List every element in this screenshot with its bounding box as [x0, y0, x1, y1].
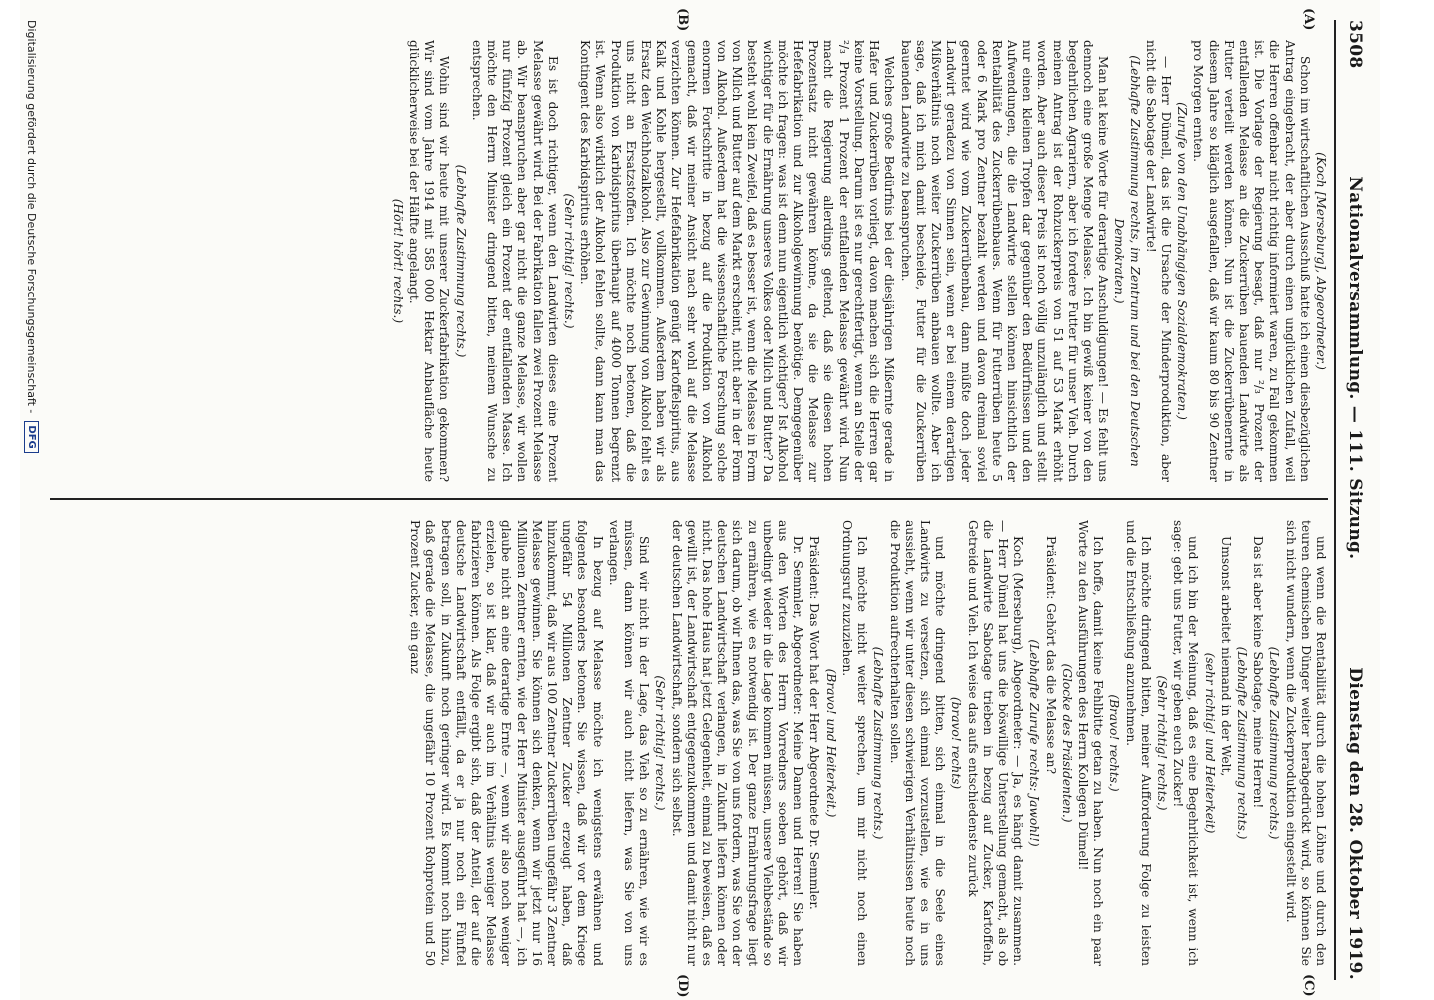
paragraph: In bezug auf Melasse möchte ich wenigstens erwähnen und folgendes besonders betonen. Sie wissen, daß wir vor dem Kriege ungefähr 54 Millionen Zentner Zucker erzeugt haben, daß hinzukommt, daß wir aus 100 Zentner Zuckerrüben ungefähr 3 Zentner Melasse gewinnen. Sie können sich denken, wenn wir jetzt nur 16 Millionen Zentner ernten, wie der Herr Minister ausgeführt hat —, ich glaube nicht an eine derartige Ernte —, wenn wir also noch weniger erzielen, so ist klar, daß wir auch im Verhältnis weniger Melasse fabrizieren können. Als Folge ergibt sich, daß der Anteil, der auf die deutsche Landwirtschaft entfällt, da er ja nur noch ein Fünftel betragen soll, in Zukunft noch geringer wird. Es kommt noch hinzu, daß gerade die Melasse, die ungefähr 10 Prozent Rohprotein und 50 Prozent Zucker, ein ganz	[408, 520, 605, 966]
margin-letter-a: (A)	[1301, 8, 1316, 31]
newspaper-page	[20, 0, 1380, 1000]
paragraph: Dr. Semmler, Abgeordneter: Meine Damen und Herren! Sie haben aus den Worten des Herrn Vorredners soeben gehört, daß wir unbedingt wieder in die Lage kommen müssen, unsere Viehbestände so zu ernähren, wie es notwendig ist. Der ganze Ernährungsfrage liegt sich darum, ob wir Ihnen das, was Sie von uns fordern, was Sie von der deutschen Landwirtschaft verlangen, in Zukunft liefern können oder nicht. Das hohe Haus hat jetzt Gelegenheit, einmal zu beweisen, daß es gewillt ist, der Landwirtschaft entgegenzukommen und damit nicht nur der deutschen Landwirtschaft, sondern sich selbst.	[669, 520, 806, 966]
header-rule	[1334, 20, 1336, 980]
interjection: (bravo! rechts)	[949, 696, 964, 790]
interjection: (Bravo! und Heiterkeit.)	[823, 668, 838, 818]
paragraph: und ich bin der Meinung, daß es eine Begehrlichkeit ist, wenn ich sage: gebt uns Futter, wir geben euch Zucker!	[1171, 520, 1201, 966]
paragraph: Präsident: Gehört das die Melasse an?	[1043, 536, 1058, 775]
paragraph: — Herr Dümell, das ist die Ursache der Minderproduktion, aber nicht die Sabotage der Landwirte!	[1143, 40, 1173, 482]
paragraph: Es ist doch richtiger, wenn den Landwirten dieses eine Prozent Melasse gewährt wird. Bei der Fabrikation fallen zwei Prozent Melasse ab. Wir beanspruchen aber gar nicht die ganze Melasse, wir wollen nur fünfzig Prozent gleich ein Prozent der entfallenden Masse. Ich möchte den Herrn Minister dringend bitten, meinem Wunsche zu entsprechen.	[469, 40, 560, 482]
interjection: (Sehr richtig! rechts.)	[562, 193, 577, 329]
column-divider	[50, 498, 1328, 500]
paragraph: Welches große Bedürfnis bei der diesjährigen Mißernte gerade in Hafer und Zuckerrüben vorliegt, davon machen sich die Herren gar keine Vorstellung. Darum ist es nur gerechtfertigt, wenn an Stelle der ²/₃ Prozent 1 Prozent der entfallenden Melasse gewährt wird. Nun macht die Regierung allerdings geltend, daß sie diesen hohen Prozentsatz nicht gewähren könne, da sie die Melasse zur Hefefabrikation und zur Alkoholgewinnung benötige. Demgegenüber möchte ich fragen: was ist denn nun eigentlich wichtiger? Ist Alkohol wichtiger für die Ernährung unseres Volkes oder Milch und Butter? Da besteht wohl kein Zweifel, daß es besser ist, wenn die Melasse in Form von Milch und Butter auf dem Markt erscheint, nicht aber in der Form von Alkohol. Außerdem hat die wissenschaftliche Forschung solche enormen Fortschritte in bezug auf die Produktion von Alkohol gemacht, daß wir meiner Ansicht nach sehr wohl auf die Melasse verzichten können. Zur Hefefabrikation genügt Kartoffelspiritus, aus Kalk und Kohle hergestellt, vollkommen. Außerdem haben wir als Ersatz den Weichholzalkohol. Also zur Gewinnung von Alkohol fehlt es uns nicht an Ersatzstoffen. Ich möchte noch betonen, daß die Produktion von Karbidspiritus überhaupt auf 4000 Tonnen begrenzt ist. Wenn also wirklich der Alkohol fehlen sollte, dann kann man das Kontingent des Karbidspiritus erhöhen.	[578, 40, 897, 482]
page-number: 3508	[1345, 20, 1365, 69]
interjection: (Lebhafte Zustimmung rechts.)	[1267, 646, 1282, 840]
paragraph: Ich möchte nicht weiter sprechen, um mir nicht noch einen Ordnungsruf zuzuziehen.	[839, 520, 870, 966]
footer-text: Digitalisierung gefördert durch die Deutsche Forschungsgemeinschaft -	[25, 20, 39, 414]
page-footer	[20, 0, 44, 1000]
paragraph: Umsonst arbeitet niemand in der Welt,	[1218, 536, 1233, 777]
paragraph: Man hat keine Worte für derartige Anschuldigungen! — Es fehlt uns dennoch eine große Menge Melasse. Ich bin gewiß keiner von den begehrlichen Agrariern, aber ich fordere Futter für unser Vieh. Durch meinen Antrag ist der Rohzuckerpreis von 51 auf 53 Mark erhöht worden. Aber auch dieser Preis ist noch völlig unzulänglich und stellt nur einen kleinen Tropfen dar gegenüber den Bedürfnissen und den Aufwendungen, die die Landwirte stellen können hinsichtlich der Rentabilität des Zuckerrübenbaues. Wenn für Futterrüben heute 5 oder 6 Mark pro Zentner bezahlt werden und davon dreimal soviel geerntet wird wie vom Zuckerrübenbau, dann müßte doch jeder Landwirt geradezu von Sinnen sein, wenn er bei einem derartigen Mißverhältnis noch weiter Zuckerrüben anbauen wollte. Aber ich sage, daß ich mich damit bescheide, Futter für die Zuckerrüben bauenden Landwirte zu beanspruchen.	[898, 40, 1111, 482]
interjection: (Sehr richtig! rechts.)	[1154, 675, 1169, 811]
interjection: (Lebhafte Zurufe rechts: Jawohl!)	[1027, 639, 1042, 847]
paragraph: und möchte dringend bitten, sich einmal in die Seele eines Landwirts zu versetzen, sich einmal vorzustellen, wie es in uns aussieht, wenn wir unter diesen schwierigen Verhältnissen heute noch die Produktion aufrechterhalten sollen.	[887, 520, 948, 966]
page-header	[1338, 20, 1372, 980]
dfg-logo: DFG	[25, 421, 40, 452]
left-column	[50, 40, 1328, 482]
paragraph: Sind wir nicht in der Lage, das Vieh so zu ernähren, wie wir es müssen, dann können wir auch nicht liefern, was Sie von uns verlangen.	[606, 520, 652, 966]
interjection: (Bravo! rechts.)	[1107, 694, 1122, 792]
paragraph: Präsident: Das Wort hat der Herr Abgeordnete Dr. Semmler.	[807, 536, 822, 910]
interjection: (Zurufe von den Unabhängigen Sozialdemokraten.)	[1175, 102, 1190, 420]
paragraph: und wenn die Rentabilität durch die hohen Löhne und durch den teuren chemischen Dünger weiter herabgedrückt wird, so können Sie sich nicht wundern, wenn die Zuckerproduktion eingestellt wird.	[1283, 520, 1328, 966]
margin-letter-c: (C)	[1301, 974, 1316, 997]
page-title: Nationalversammlung. — 111. Sitzung.	[1345, 176, 1365, 560]
interjection: (Glocke des Präsidenten.)	[1059, 663, 1074, 823]
interjection: (sehr richtig! und Heiterkeit)	[1202, 652, 1217, 834]
paragraph: Schon im wirtschaftlichen Ausschuß hatte ich einen diesbezüglichen Antrag eingebracht, der aber durch einen unglücklichen Zufall, weil die Herren offenbar nicht richtig informiert waren, zu Fall gekommen ist. Die Vorlage der Regierung besagt, daß nur ²/₃ Prozent der entfallenden Melasse an die Zuckerrüben bauenden Landwirte als Futter verteilt werden können. Nun ist die Zuckerrübenernte in diesem Jahre so kläglich ausgefallen, daß wir kaum 80 bis 90 Zentner pro Morgen ernten.	[1191, 40, 1312, 482]
interjection: (Lebhafte Zustimmung rechts.)	[453, 164, 468, 358]
interjection: (Lebhafte Zustimmung rechts, im Zentrum und bei den Deutschen Demokraten.)	[1112, 55, 1142, 467]
interjection: (Sehr richtig! rechts.)	[653, 675, 668, 811]
page-date: Dienstag den 28. Oktober 1919.	[1345, 667, 1365, 980]
paragraph: Ich hoffe, damit keine Fehlbitte getan zu haben. Nun noch ein paar Worte zu den Ausführungen des Herrn Kollegen Dümell!	[1075, 520, 1106, 966]
interjection: (Lebhafte Zustimmung rechts.)	[871, 646, 886, 840]
paragraph: Ich möchte dringend bitten, meiner Aufforderung Folge zu leisten und die Entschließung anzunehmen.	[1123, 520, 1153, 966]
interjection: (Lebhafte Zustimmung rechts.)	[1234, 646, 1249, 840]
margin-letter-d: (D)	[675, 974, 690, 998]
paragraph: Wohin sind wir heute mit unserer Zuckerfabrikation gekommen? Wir sind vom Jahre 1914 mit 585 000 Hektar Anbaufläche heute glücklicherweise bei der Hälfte angelangt.	[407, 40, 452, 482]
paragraph: Koch (Merseburg), Abgeordneter: — Ja, es hängt damit zusammen. — Herr Dümell hat uns die böswillige Unterstellung gemacht, als ob die Landwirte Sabotage trieben in bezug auf Zucker, Kartoffeln, Getreide und Vieh. Ich weise das aufs entschiedenste zurück	[965, 520, 1026, 966]
interjection: (Koch [Merseburg], Abgeordneter.)	[1314, 152, 1328, 370]
paragraph: Das ist aber keine Sabotage, meine Herren!	[1251, 536, 1266, 809]
interjection: (Hört! hört! rechts.)	[390, 198, 405, 324]
right-column	[50, 520, 1328, 966]
margin-letter-b: (B)	[675, 8, 690, 32]
